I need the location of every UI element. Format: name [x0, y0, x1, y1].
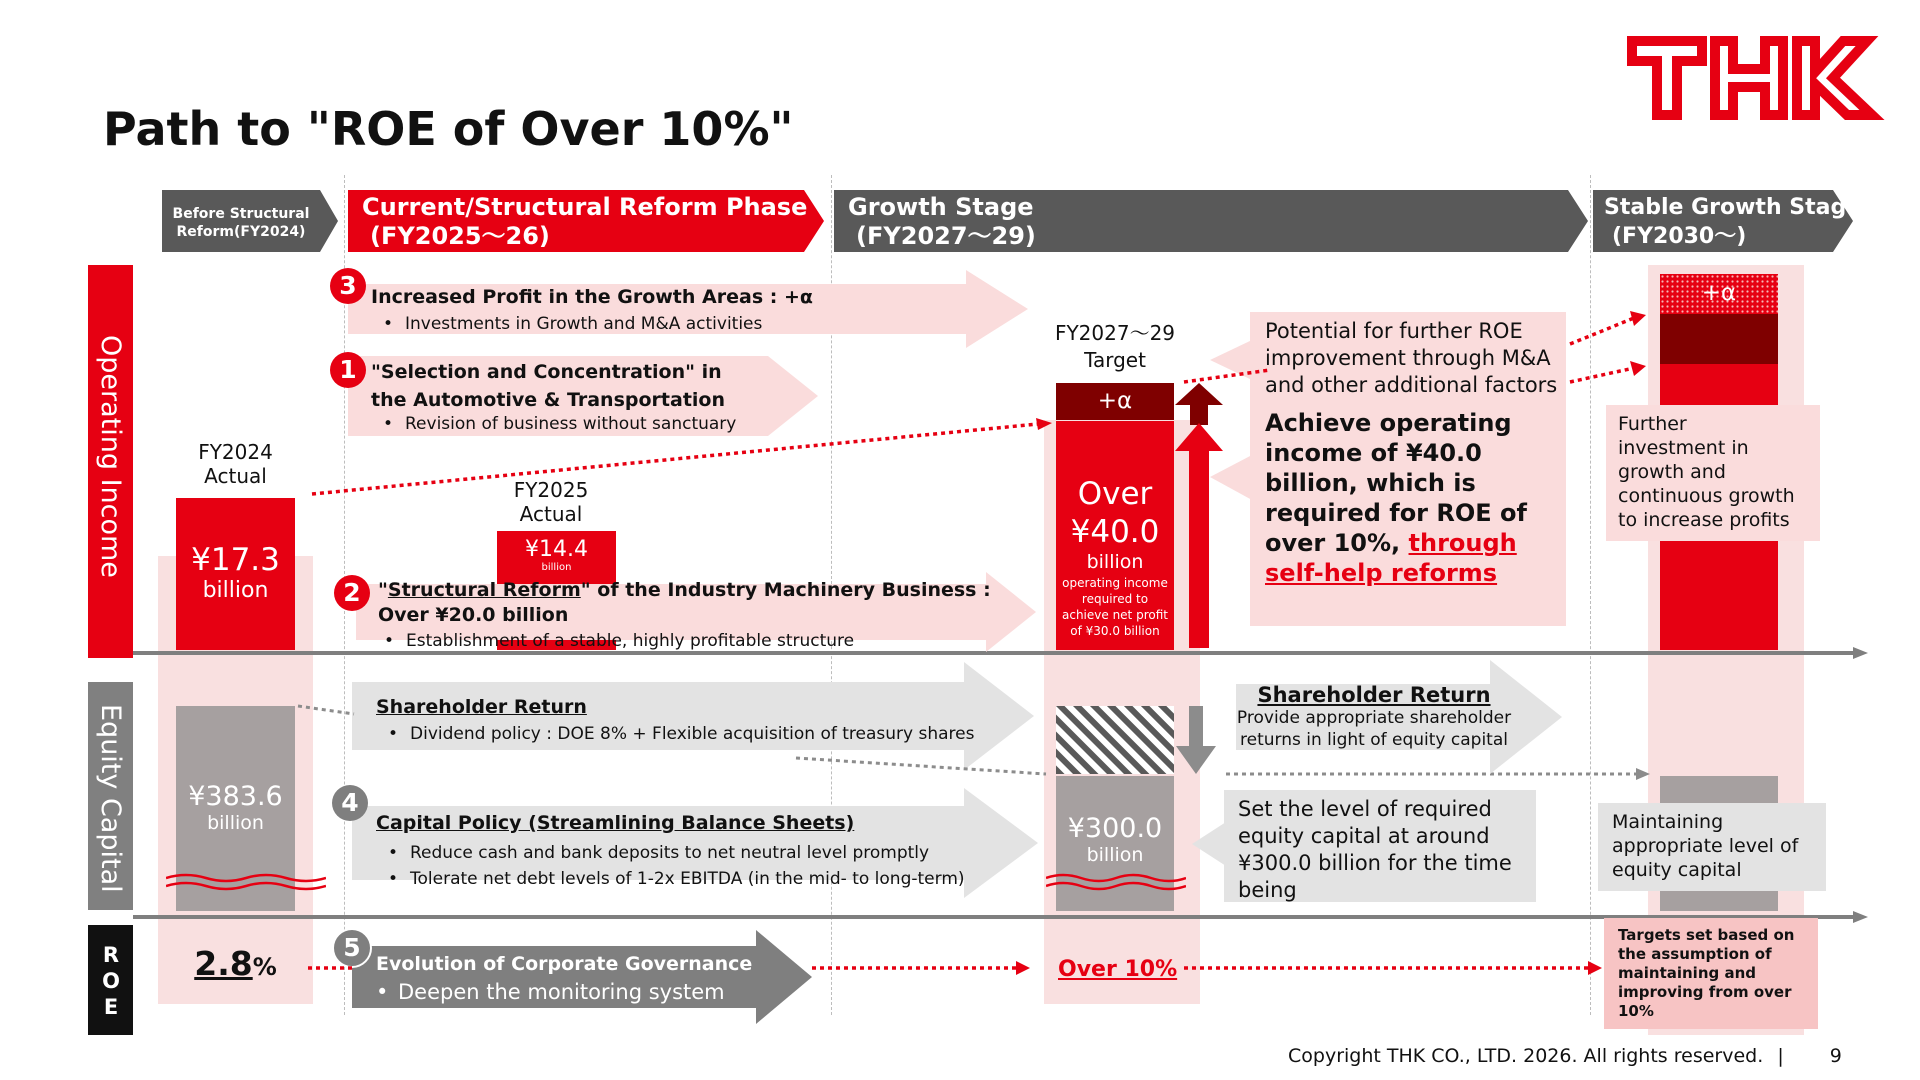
item5-title: Evolution of Corporate Governance	[376, 953, 753, 975]
further-line3: growth and	[1618, 461, 1726, 483]
shareholder-title: Shareholder Return	[376, 696, 587, 718]
row-equity-capital-label: Equity Capital	[95, 704, 126, 893]
item2-title-line1	[378, 578, 991, 603]
phase-growth-line2: (FY2027～29)	[856, 222, 1036, 250]
item1-number-badge: 1	[330, 352, 366, 388]
row-operating-income	[88, 265, 133, 658]
phase-growth-label	[848, 193, 1036, 251]
trend-line-operating	[300, 410, 1060, 500]
target-op-note3: achieve net profit	[1062, 608, 1168, 622]
item1-title-line1: "Selection and Concentration" in	[371, 361, 722, 383]
row-roe-label: ROE	[99, 943, 123, 1021]
item5-number-badge: 5	[332, 928, 372, 968]
phase-current-label	[362, 193, 807, 251]
thk-logo	[1627, 36, 1887, 120]
targets-line1: Targets set based on	[1618, 926, 1795, 944]
item1-bullet-1: • Revision of business without sanctuary	[371, 414, 736, 434]
maintaining-text	[1612, 810, 1798, 882]
target-roe: Over 10%	[1058, 957, 1178, 982]
item1-title-line2: the Automotive & Transportation	[371, 389, 725, 411]
item3-bullet-1: • Investments in Growth and M&A activities	[371, 314, 762, 334]
footer-copyright: Copyright THK CO., LTD. 2026. All rights reserved.	[1288, 1045, 1764, 1067]
further-line4: continuous growth	[1618, 485, 1795, 507]
fy2024-roe-value: 2.8	[194, 944, 253, 983]
page-title: Path to "ROE of Over 10%"	[103, 102, 794, 156]
fy2024-roe	[176, 944, 295, 983]
phase-growth-line1: Growth Stage	[848, 193, 1034, 221]
target-op-unit: billion	[1086, 551, 1144, 573]
fy2024-op-value: ¥17.3	[191, 542, 280, 578]
achieve-line5	[1265, 528, 1527, 558]
targets-line4: improving from over	[1618, 983, 1792, 1001]
item3-title: Increased Profit in the Growth Areas : +α	[371, 286, 813, 308]
fy2024-op-unit: billion	[202, 578, 269, 603]
target-label-period: FY2027～29	[1054, 321, 1176, 345]
item2-number-badge: 2	[334, 575, 370, 611]
maintaining-line3: equity capital	[1612, 859, 1742, 881]
shareholder2-text	[1224, 683, 1524, 751]
potential-line2: improvement through M&A	[1265, 346, 1551, 370]
item2-title	[378, 578, 991, 628]
achieve-line4: required for ROE of	[1265, 499, 1527, 527]
target-eq-value: ¥300.0	[1067, 813, 1163, 844]
roe-dotted-arrows	[300, 957, 1610, 979]
shareholder2-line2: returns in light of equity capital	[1240, 730, 1508, 750]
targets-text	[1618, 926, 1794, 1021]
set-level-pointer	[1192, 822, 1226, 866]
phase-before-label	[162, 205, 320, 241]
phase-current-line1: Current/Structural Reform Phase	[362, 193, 808, 221]
target-break-mark	[1046, 872, 1186, 892]
fy2024-label-year: FY2024	[198, 440, 273, 464]
target-op-bar	[1056, 421, 1174, 650]
phase-stable-line1: Stable Growth Stage	[1604, 195, 1862, 220]
targets-line5: 10%	[1618, 1002, 1654, 1020]
stable-bar-red-mid	[1660, 364, 1778, 406]
shareholder2-title: Shareholder Return	[1257, 683, 1491, 707]
targets-line3: maintaining and	[1618, 964, 1757, 982]
item2-title-pre: "	[378, 579, 388, 601]
fy2024-eq-value: ¥383.6	[188, 781, 283, 812]
item2-title-line2: Over ¥20.0 billion	[378, 604, 569, 626]
phase-stable-line2: (FY2030～)	[1612, 224, 1747, 249]
maintaining-line2: appropriate level of	[1612, 835, 1799, 857]
fy2025-op-value: ¥14.4	[525, 537, 588, 562]
set-level-line2: equity capital at around	[1238, 824, 1490, 848]
fy2024-op-bar	[176, 498, 295, 650]
potential-line1: Potential for further ROE	[1265, 319, 1523, 343]
footer	[1288, 1045, 1842, 1067]
achieve-line2: income of ¥40.0	[1265, 439, 1482, 467]
item3-bullets	[371, 314, 762, 334]
fy2024-roe-pct: %	[252, 953, 277, 981]
potential-line3: and other additional factors	[1265, 373, 1558, 397]
stable-dotted-arrows	[1180, 300, 1660, 410]
row-operating-income-label: Operating Income	[95, 335, 126, 578]
maintaining-line1: Maintaining	[1612, 811, 1724, 833]
fy2024-break-mark	[166, 872, 326, 892]
fy2025-op-unit: billion	[541, 562, 572, 573]
set-level-text	[1238, 796, 1512, 904]
item2-bullet-1: • Establishment of a stable, highly profitable structure	[372, 631, 854, 651]
further-text	[1618, 412, 1795, 532]
target-op-note2: required to	[1081, 592, 1149, 606]
item3-number-badge: 3	[330, 268, 366, 304]
item4-bullets	[376, 840, 965, 892]
item4-title: Capital Policy (Streamlining Balance Sheets)	[376, 812, 855, 834]
item5-bullet-1: • Deepen the monitoring system	[364, 980, 725, 1004]
set-level-line1: Set the level of required	[1238, 797, 1492, 821]
target-header	[1030, 320, 1200, 374]
phase-stable-label	[1604, 193, 1861, 251]
fy2025-label-actual: Actual	[519, 502, 583, 526]
footer-page-number: 9	[1829, 1045, 1842, 1067]
item2-title-link: Structural Reform	[387, 579, 581, 601]
item5-bullets	[364, 980, 725, 1004]
further-line1: Further	[1618, 413, 1687, 435]
item4-number-badge: 4	[332, 785, 368, 821]
fy2024-eq-unit: billion	[207, 812, 264, 834]
stable-bar-dark	[1660, 314, 1778, 364]
target-plus-alpha-bar: +α	[1056, 383, 1174, 420]
achieve-link-through: through	[1408, 529, 1517, 557]
row-equity-capital	[88, 682, 133, 910]
set-level-line3: ¥300.0 billion for the time	[1238, 851, 1512, 875]
item2-bullets	[372, 631, 854, 651]
fy2024-label-actual: Actual	[204, 464, 267, 488]
row-roe	[88, 925, 133, 1035]
item4-bullet-2: • Tolerate net debt levels of 1-2x EBITDA (in the mid- to long-term)	[376, 866, 965, 892]
phase-before-line1: Before Structural	[172, 206, 310, 222]
achieve-link-self-help: self-help reforms	[1265, 559, 1498, 587]
target-label-target: Target	[1084, 348, 1146, 372]
further-line2: investment in	[1618, 437, 1749, 459]
item4-bullet-1: • Reduce cash and bank deposits to net neutral level promptly	[376, 840, 965, 866]
item1-title	[371, 358, 725, 414]
item2-title-post: " of the Industry Machinery Business :	[580, 579, 991, 601]
target-op-note4: of ¥30.0 billion	[1070, 624, 1160, 638]
achieve-line5-plain: over 10%,	[1265, 529, 1409, 557]
item3-arrow-shape	[348, 270, 1028, 348]
shareholder-bullet-1: • Dividend policy : DOE 8% + Flexible acquisition of treasury shares	[376, 724, 974, 744]
phase-before-line2: Reform(FY2024)	[176, 224, 306, 240]
fy2024-header	[158, 440, 313, 488]
stable-plus-alpha: +α	[1701, 280, 1737, 306]
targets-line2: the assumption of	[1618, 945, 1772, 963]
achieve-line1: Achieve operating	[1265, 409, 1512, 437]
further-line5: to increase profits	[1618, 509, 1790, 531]
target-eq-unit: billion	[1086, 844, 1144, 866]
set-level-line4: being	[1238, 878, 1297, 902]
achieve-line3: billion, which is	[1265, 469, 1476, 497]
shareholder2-line1: Provide appropriate shareholder	[1236, 708, 1512, 728]
footer-separator: |	[1777, 1045, 1784, 1067]
achieve-text	[1265, 408, 1527, 588]
target-op-line2: ¥40.0	[1070, 514, 1160, 550]
target-op-note1: operating income	[1062, 576, 1168, 590]
phase-current-line2: (FY2025～26)	[370, 222, 550, 250]
fy2025-label-year: FY2025	[513, 478, 589, 502]
target-op-line1: Over	[1077, 476, 1153, 512]
